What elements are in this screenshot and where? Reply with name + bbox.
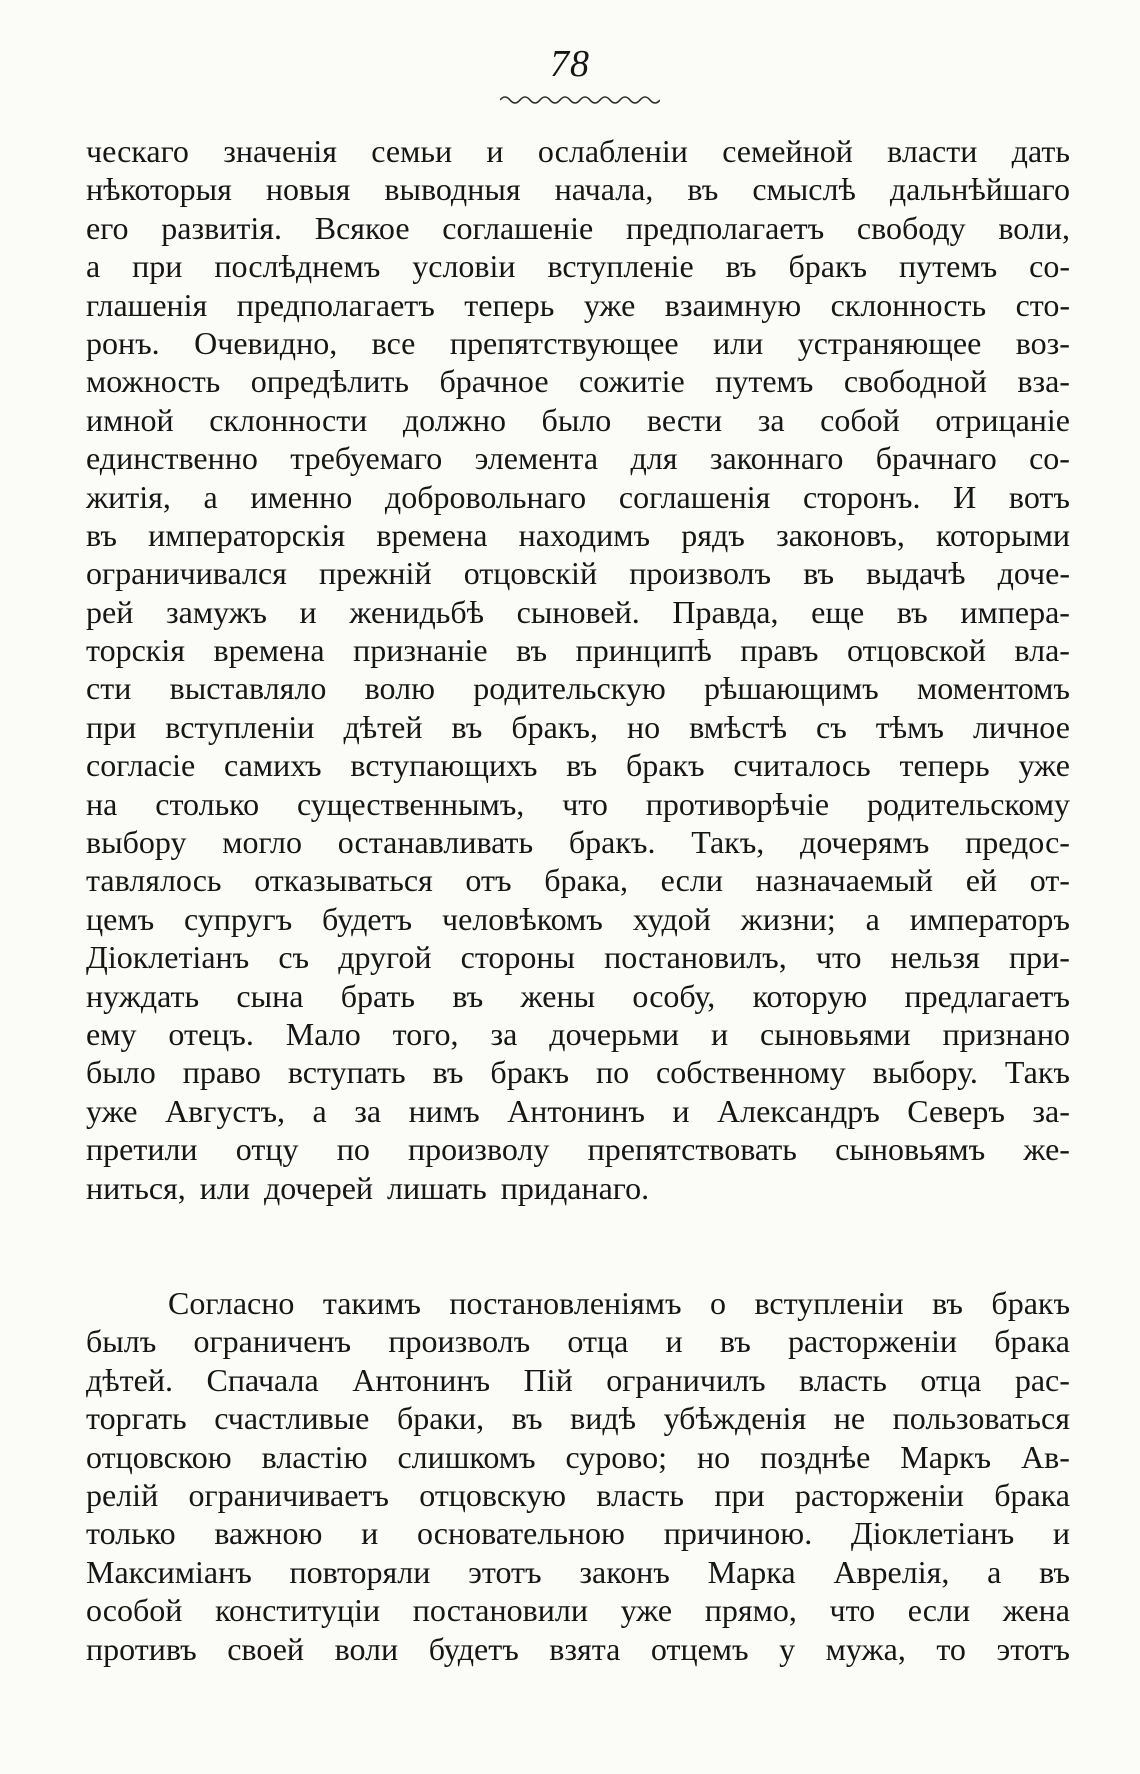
- paragraph-1: [86, 132, 1070, 1207]
- text-line: на столько существеннымъ, что противорѣчіе родительскому: [86, 785, 1070, 822]
- text-line: релій ограничиваетъ отцовскую власть при расторженіи брака: [86, 1476, 1070, 1513]
- text-line: житія, а именно добровольнаго соглашенія сторонъ. И вотъ: [86, 478, 1070, 515]
- text-line: ческаго значенія семьи и ослабленіи семейной власти дать: [86, 133, 1070, 169]
- text-line: въ императорскія времена находимъ рядъ законовъ, которыми: [86, 516, 1070, 553]
- paragraph-2: [86, 1284, 1070, 1668]
- text-line: цемъ супругъ будетъ человѣкомъ худой жизни; а императоръ: [86, 900, 1070, 937]
- text-line: сти выставляло волю родительскую рѣшающимъ моментомъ: [86, 670, 1070, 707]
- text-line: Діоклетіанъ съ другой стороны постановилъ, что нельзя при-: [86, 939, 1070, 976]
- text-line: ограничивался прежній отцовскій произволъ въ выдачѣ доче-: [86, 555, 1070, 592]
- text-line: имной склонности должно было вести за собой отрицаніе: [86, 401, 1070, 438]
- text-line: противъ своей воли будетъ взята отцемъ у мужа, то этотъ: [86, 1630, 1070, 1667]
- text-line: Согласно такимъ постановленіямъ о вступленіи въ бракъ: [168, 1285, 1070, 1321]
- text-line: было право вступать въ бракъ по собственному выбору. Такъ: [86, 1054, 1070, 1091]
- page-number: 78: [550, 43, 590, 85]
- text-line: особой конституціи постановили уже прямо, что если жена: [86, 1592, 1070, 1629]
- text-line: ему отецъ. Мало того, за дочерьми и сыновьями признано: [86, 1015, 1070, 1052]
- text-line: торскія времена признаніе въ принципѣ правъ отцовской вла-: [86, 632, 1070, 669]
- text-line: только важною и основательною причиною. Діоклетіанъ и: [86, 1515, 1070, 1552]
- text-line: претили отцу по произволу препятствовать сыновьямъ же-: [86, 1131, 1070, 1168]
- text-line: ронъ. Очевидно, все препятствующее или устраняющее воз-: [86, 324, 1070, 361]
- text-line: Максиміанъ повторяли этотъ законъ Марка Аврелія, а въ: [86, 1553, 1070, 1590]
- text-line: а при послѣднемъ условіи вступленіе въ бракъ путемъ со-: [86, 248, 1070, 285]
- text-line: можность опредѣлить брачное сожитіе путемъ свободной вза-: [86, 363, 1070, 400]
- text-line: рей замужъ и женидьбѣ сыновей. Правда, еще въ импера-: [86, 593, 1070, 630]
- text-line: уже Августъ, а за нимъ Антонинъ и Александръ Северъ за-: [86, 1092, 1070, 1129]
- text-line: единственно требуемаго элемента для законнаго брачнаго со-: [86, 440, 1070, 477]
- text-line: нѣкоторыя новыя выводныя начала, въ смыслѣ дальнѣйшаго: [86, 171, 1070, 208]
- text-line: былъ ограниченъ произволъ отца и въ расторженіи брака: [86, 1323, 1070, 1360]
- text-line: выбору могло останавливать бракъ. Такъ, дочерямъ предос-: [86, 824, 1070, 861]
- text-line: торгать счастливые браки, въ видѣ убѣжденія не пользоваться: [86, 1400, 1070, 1437]
- text-line: тавлялось отказываться отъ брака, если назначаемый ей от-: [86, 862, 1070, 899]
- text-line: при вступленіи дѣтей въ бракъ, но вмѣстѣ съ тѣмъ личное: [86, 708, 1070, 745]
- text-line: глашенія предполагаетъ теперь уже взаимную склонность сто-: [86, 286, 1070, 323]
- text-line: его развитія. Всякое соглашеніе предполагаетъ свободу воли,: [86, 209, 1070, 246]
- text-line: согласіе самихъ вступающихъ въ бракъ считалось теперь уже: [86, 747, 1070, 784]
- text-line: дѣтей. Спачала Антонинъ Пій ограничилъ власть отца рас-: [86, 1361, 1070, 1398]
- text-line: ниться, или дочерей лишать приданаго.: [86, 1169, 650, 1206]
- wavy-divider-ornament: [500, 94, 660, 106]
- text-line: отцовскою властію слишкомъ сурово; но позднѣе Маркъ Ав-: [86, 1438, 1070, 1475]
- text-line: нуждать сына брать въ жены особу, которую предлагаетъ: [86, 977, 1070, 1014]
